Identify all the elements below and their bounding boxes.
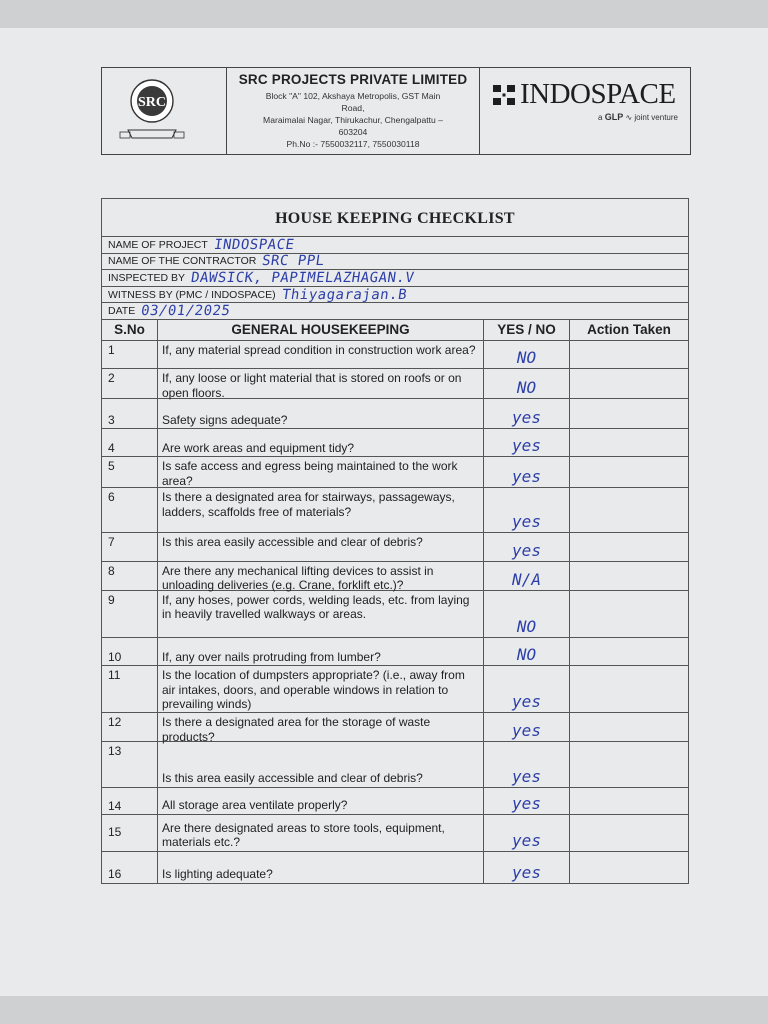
question-text: Is safe access and egress being maintained to the work area? bbox=[162, 459, 458, 488]
row-question bbox=[158, 533, 484, 561]
table-row bbox=[102, 713, 688, 742]
indospace-logo bbox=[492, 78, 676, 111]
letterhead bbox=[101, 67, 691, 155]
answer-handwritten: yes bbox=[512, 540, 541, 560]
meta-row bbox=[102, 270, 688, 287]
table-row bbox=[102, 457, 688, 488]
question-text: Is this area easily accessible and clear of debris? bbox=[162, 535, 423, 550]
row-question bbox=[158, 429, 484, 456]
address-line-4: 603204 bbox=[338, 127, 368, 137]
table-row bbox=[102, 852, 688, 883]
row-sno: 7 bbox=[102, 533, 158, 561]
table-row bbox=[102, 341, 688, 370]
row-sno: 6 bbox=[102, 488, 158, 532]
row-answer bbox=[484, 815, 570, 851]
row-action-taken bbox=[570, 638, 688, 666]
row-answer bbox=[484, 399, 570, 429]
row-question bbox=[158, 852, 484, 883]
question-text: Is there a designated area for stairways, passageways, ladders, scaffolds free of materials? bbox=[162, 490, 455, 519]
row-answer bbox=[484, 666, 570, 712]
row-answer bbox=[484, 562, 570, 590]
row-action-taken bbox=[570, 341, 688, 369]
row-sno: 5 bbox=[102, 457, 158, 487]
row-action-taken bbox=[570, 562, 688, 590]
answer-handwritten: yes bbox=[512, 721, 541, 741]
meta-label: INSPECTED BY bbox=[108, 271, 186, 284]
table-row bbox=[102, 742, 688, 788]
question-text: All storage area ventilate properly? bbox=[162, 798, 348, 813]
answer-handwritten: yes bbox=[512, 512, 541, 532]
question-text: If, any over nails protruding from lumber? bbox=[162, 649, 381, 664]
row-answer bbox=[484, 591, 570, 637]
table-row bbox=[102, 591, 688, 638]
answer-handwritten: yes bbox=[512, 467, 541, 487]
answer-handwritten: yes bbox=[512, 766, 541, 786]
row-question bbox=[158, 341, 484, 369]
logo-initials: SRC bbox=[137, 95, 167, 110]
col-item: GENERAL HOUSEKEEPING bbox=[158, 320, 484, 340]
answer-handwritten: NO bbox=[516, 645, 537, 665]
table-row bbox=[102, 788, 688, 815]
question-text: If, any hoses, power cords, welding leads, etc. from laying in heavily travelled walkways or areas. bbox=[162, 592, 470, 622]
row-action-taken bbox=[570, 852, 688, 883]
question-text: Is this area easily accessible and clear of debris? bbox=[162, 771, 423, 786]
question-text: If, any material spread condition in construction work area? bbox=[162, 342, 476, 357]
checklist-table bbox=[101, 198, 689, 884]
row-question bbox=[158, 591, 484, 637]
row-action-taken bbox=[570, 488, 688, 532]
question-text: Are there designated areas to store tools, equipment, materials etc.? bbox=[162, 820, 445, 850]
meta-label: WITNESS BY (PMC / INDOSPACE) bbox=[108, 288, 276, 301]
col-answer: YES / NO bbox=[484, 320, 570, 340]
meta-row bbox=[102, 303, 688, 320]
row-sno: 11 bbox=[102, 666, 158, 712]
row-question bbox=[158, 488, 484, 532]
row-question bbox=[158, 742, 484, 787]
question-text: If, any loose or light material that is stored on roofs or on open floors. bbox=[162, 371, 462, 400]
brand-cell bbox=[480, 68, 690, 154]
row-action-taken bbox=[570, 399, 688, 429]
row-sno: 13 bbox=[102, 742, 158, 787]
table-row bbox=[102, 562, 688, 591]
meta-value: Thiyagarajan.B bbox=[280, 286, 408, 303]
meta-value: INDOSPACE bbox=[212, 236, 296, 253]
row-sno: 3 bbox=[102, 399, 158, 429]
row-action-taken bbox=[570, 591, 688, 637]
logo-cell bbox=[102, 68, 227, 154]
answer-handwritten: N/A bbox=[512, 569, 541, 589]
question-text: Safety signs adequate? bbox=[162, 412, 288, 427]
tagline-rest: joint venture bbox=[634, 113, 678, 122]
row-question bbox=[158, 399, 484, 429]
meta-row bbox=[102, 254, 688, 271]
table-row bbox=[102, 488, 688, 533]
answer-handwritten: yes bbox=[512, 692, 541, 712]
answer-handwritten: NO bbox=[516, 377, 537, 397]
tagline-glp: GLP bbox=[604, 112, 624, 122]
brand-tagline bbox=[598, 112, 678, 122]
row-sno: 14 bbox=[102, 788, 158, 814]
table-row bbox=[102, 638, 688, 667]
row-sno: 8 bbox=[102, 562, 158, 590]
table-row bbox=[102, 429, 688, 457]
glp-swoosh-icon: ∿ bbox=[625, 113, 633, 122]
table-row bbox=[102, 533, 688, 562]
question-text: Is there a designated area for the storage of waste products? bbox=[162, 715, 431, 744]
row-action-taken bbox=[570, 713, 688, 741]
row-answer bbox=[484, 341, 570, 369]
meta-value: 03/01/2025 bbox=[140, 303, 232, 320]
checklist-title: HOUSE KEEPING CHECKLIST bbox=[102, 199, 688, 237]
answer-handwritten: NO bbox=[516, 348, 537, 368]
table-header bbox=[102, 320, 688, 341]
row-action-taken bbox=[570, 429, 688, 456]
question-text: Is the location of dumpsters appropriate? (i.e., away from air intakes, doors, and operable windows in relation to prevailing winds) bbox=[162, 668, 465, 712]
row-action-taken bbox=[570, 788, 688, 814]
row-question bbox=[158, 562, 484, 593]
row-answer bbox=[484, 788, 570, 814]
col-action: Action Taken bbox=[587, 322, 671, 338]
phone-numbers: Ph.No :- 7550032117, 7550030118 bbox=[286, 139, 420, 149]
row-question bbox=[158, 638, 484, 666]
table-row bbox=[102, 666, 688, 713]
row-answer bbox=[484, 713, 570, 741]
table-row bbox=[102, 815, 688, 852]
row-sno: 10 bbox=[102, 638, 158, 666]
tagline-a: a bbox=[598, 113, 603, 122]
row-question bbox=[158, 788, 484, 814]
meta-value: DAWSICK, PAPIMELAZHAGAN.V bbox=[189, 269, 416, 286]
row-answer bbox=[484, 852, 570, 883]
row-sno: 1 bbox=[102, 341, 158, 369]
row-answer bbox=[484, 429, 570, 456]
row-sno: 2 bbox=[102, 369, 158, 398]
row-action-taken bbox=[570, 666, 688, 712]
answer-handwritten: NO bbox=[516, 616, 537, 636]
table-row bbox=[102, 369, 688, 399]
answer-handwritten: yes bbox=[512, 408, 541, 428]
row-answer bbox=[484, 457, 570, 487]
src-logo-icon bbox=[102, 68, 226, 154]
row-sno: 9 bbox=[102, 591, 158, 637]
address-line-1: Block "A" 102, Akshaya Metropolis, GST Main bbox=[265, 91, 441, 101]
indospace-mark-icon bbox=[492, 84, 516, 106]
question-text: Are there any mechanical lifting devices to assist in unloading deliveries (e.g. Crane, forklift etc.)? bbox=[162, 563, 434, 593]
meta-row bbox=[102, 287, 688, 304]
row-sno: 15 bbox=[102, 815, 158, 851]
question-text: Are work areas and equipment tidy? bbox=[162, 440, 355, 455]
row-answer bbox=[484, 742, 570, 787]
row-question bbox=[158, 815, 484, 851]
col-sno: S.No bbox=[102, 320, 158, 340]
row-action-taken bbox=[570, 533, 688, 561]
answer-handwritten: yes bbox=[512, 793, 541, 813]
table-row bbox=[102, 399, 688, 430]
company-name: SRC PROJECTS PRIVATE LIMITED bbox=[238, 72, 468, 87]
row-action-taken bbox=[570, 369, 688, 398]
row-question bbox=[158, 713, 484, 744]
meta-label: NAME OF THE CONTRACTOR bbox=[108, 255, 257, 268]
address-line-3: Maraimalai Nagar, Thirukachur, Chengalpattu – bbox=[263, 115, 443, 125]
row-action-taken bbox=[570, 457, 688, 487]
company-address bbox=[227, 90, 479, 150]
meta-label: NAME OF PROJECT bbox=[108, 238, 208, 251]
address-line-2: Road, bbox=[341, 103, 365, 113]
answer-handwritten: yes bbox=[512, 830, 541, 850]
meta-label: DATE bbox=[108, 305, 136, 318]
brand-name: INDOSPACE bbox=[520, 78, 676, 110]
answer-handwritten: yes bbox=[512, 436, 541, 456]
row-question bbox=[158, 369, 484, 398]
row-action-taken bbox=[570, 742, 688, 787]
row-sno: 12 bbox=[102, 713, 158, 741]
meta-value: SRC PPL bbox=[261, 253, 327, 270]
meta-row bbox=[102, 237, 688, 254]
row-answer bbox=[484, 369, 570, 398]
row-action-taken bbox=[570, 815, 688, 851]
row-question bbox=[158, 457, 484, 487]
row-sno: 16 bbox=[102, 852, 158, 883]
row-sno: 4 bbox=[102, 429, 158, 456]
row-answer bbox=[484, 533, 570, 561]
row-question bbox=[158, 666, 484, 712]
answer-handwritten: yes bbox=[512, 862, 541, 882]
row-answer bbox=[484, 638, 570, 666]
question-text: Is lighting adequate? bbox=[162, 867, 273, 882]
row-answer bbox=[484, 488, 570, 532]
company-cell bbox=[227, 68, 480, 154]
